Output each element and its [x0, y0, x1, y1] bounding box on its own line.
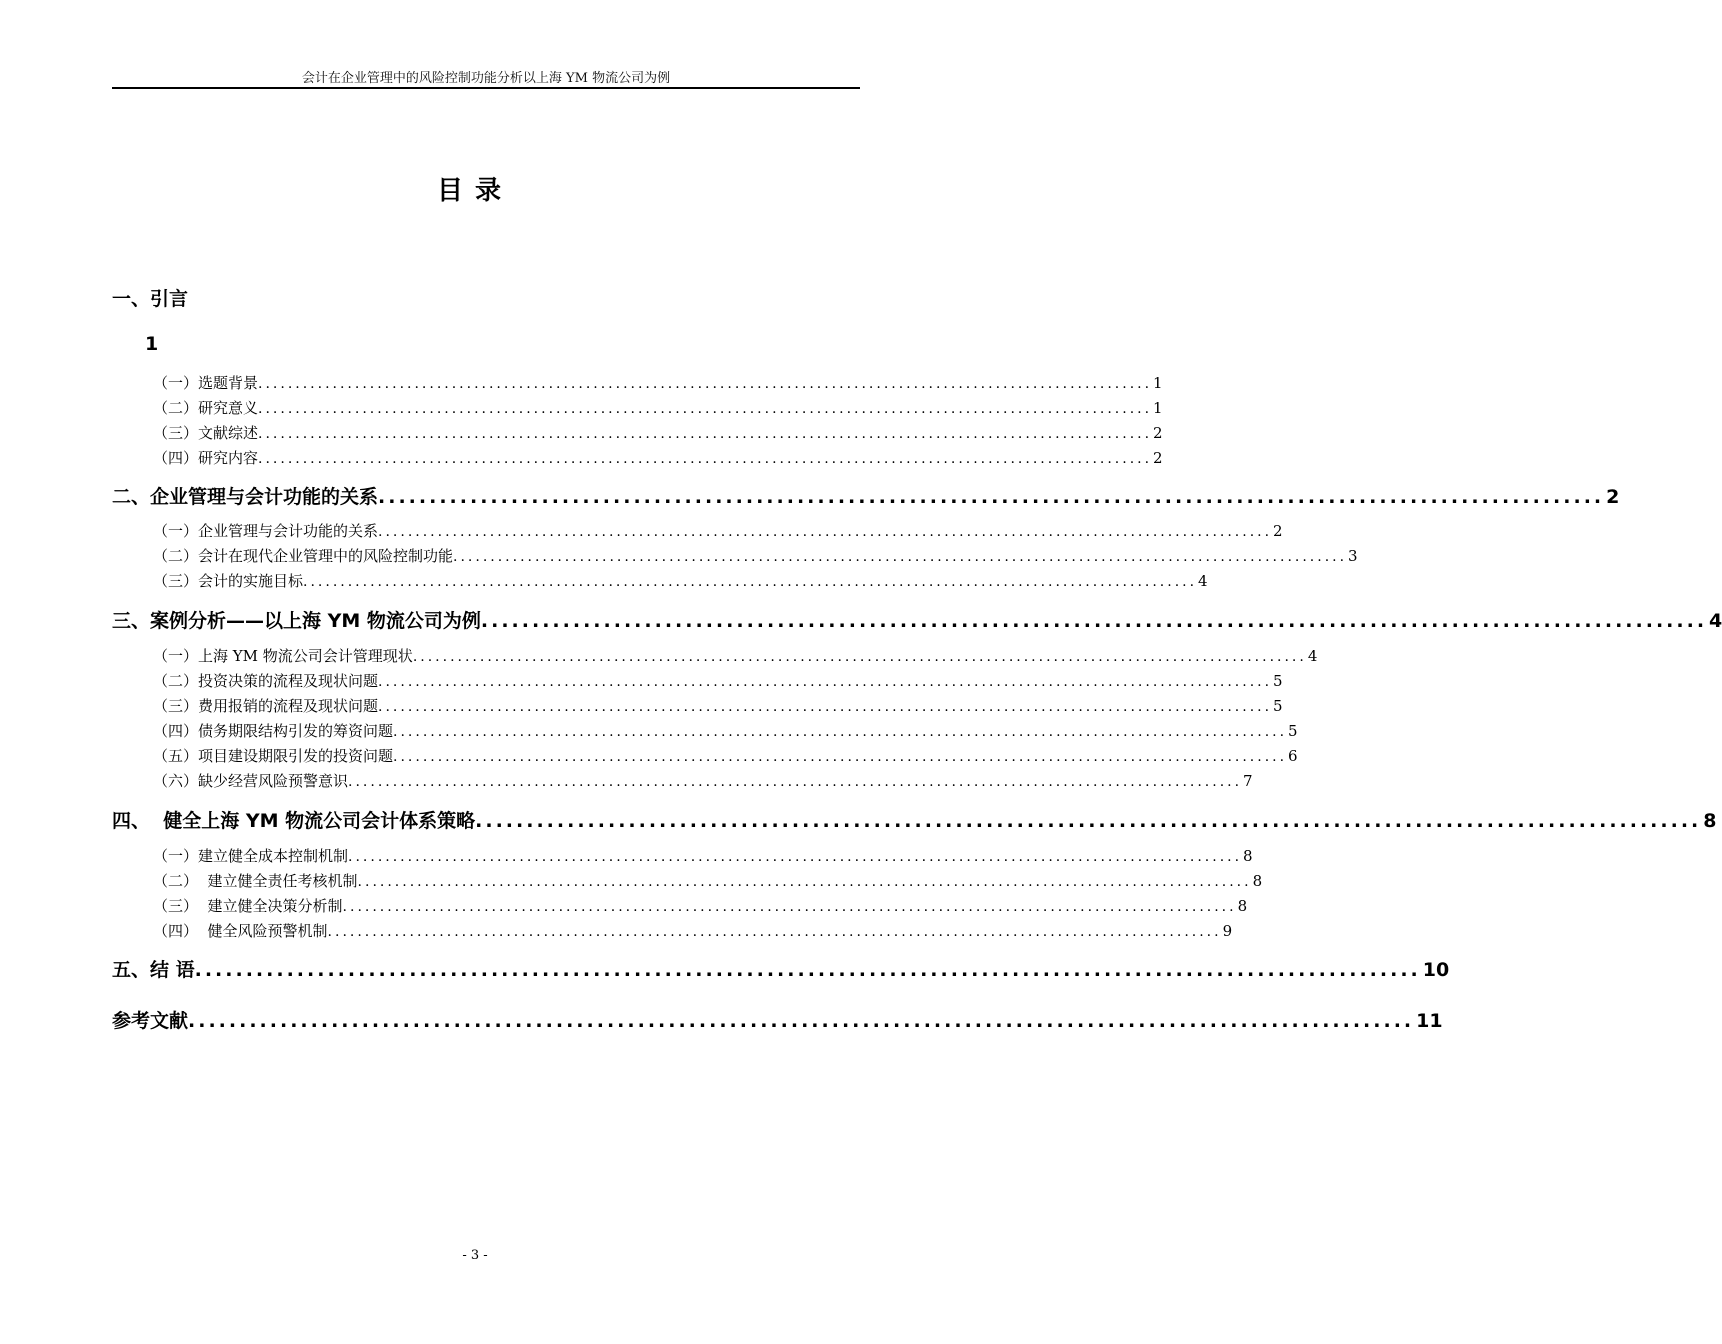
toc-page-sec1: 1: [145, 333, 159, 355]
toc-entry[interactable]: （二）投资决策的流程及现状问题 ........................................................................................................................ 5: [153, 672, 1283, 690]
toc-heading-sec1: 一、引言: [112, 288, 189, 310]
toc-entry[interactable]: （六）缺少经营风险预警意识 ........................................................................................................................ 7: [153, 772, 1253, 790]
toc-entry[interactable]: （四）债务期限结构引发的筹资问题 ........................................................................................................................ 5: [153, 722, 1298, 740]
toc-title: 目录: [436, 176, 513, 206]
toc-entry[interactable]: （四） 健全风险预警机制 ........................................................................................................................ 9: [153, 922, 1233, 940]
page-number: - 3 -: [462, 1248, 488, 1263]
toc-entry[interactable]: （三）会计的实施目标 ........................................................................................................................ 4: [153, 572, 1208, 590]
toc-entry[interactable]: （二） 建立健全责任考核机制 ........................................................................................................................ 8: [153, 872, 1263, 890]
toc-heading[interactable]: 三、案例分析——以上海 YM 物流公司为例 ........................................................................................................................ 4: [112, 610, 1722, 632]
header-rule: [112, 87, 860, 89]
toc-entry[interactable]: （二）研究意义 ........................................................................................................................ 1: [153, 399, 1163, 417]
toc-heading[interactable]: 二、企业管理与会计功能的关系 ........................................................................................................................ 2: [112, 486, 1620, 508]
toc-heading[interactable]: 四、 健全上海 YM 物流公司会计体系策略 ........................................................................................................................ 8: [112, 810, 1717, 832]
toc-entry[interactable]: （三） 建立健全决策分析制 ........................................................................................................................ 8: [153, 897, 1248, 915]
toc-entry[interactable]: （三）费用报销的流程及现状问题 ........................................................................................................................ 5: [153, 697, 1283, 715]
toc-heading[interactable]: 五、结 语 ........................................................................................................................ 10: [112, 959, 1450, 981]
toc-entry[interactable]: （二）会计在现代企业管理中的风险控制功能 ........................................................................................................................ 3: [153, 547, 1358, 565]
toc-heading[interactable]: 参考文献 ........................................................................................................................ 11: [112, 1010, 1443, 1032]
toc-entry[interactable]: （四）研究内容 ........................................................................................................................ 2: [153, 449, 1163, 467]
toc-entry[interactable]: （一）建立健全成本控制机制 ........................................................................................................................ 8: [153, 847, 1253, 865]
toc-entry[interactable]: （五）项目建设期限引发的投资问题 ........................................................................................................................ 6: [153, 747, 1298, 765]
toc-entry[interactable]: （一）选题背景 ........................................................................................................................ 1: [153, 374, 1163, 392]
toc-entry[interactable]: （一）企业管理与会计功能的关系 ........................................................................................................................ 2: [153, 522, 1283, 540]
running-header: 会计在企业管理中的风险控制功能分析以上海 YM 物流公司为例: [301, 71, 671, 86]
toc-entry[interactable]: （三）文献综述 ........................................................................................................................ 2: [153, 424, 1163, 442]
toc-entry[interactable]: （一）上海 YM 物流公司会计管理现状 ........................................................................................................................ 4: [153, 647, 1318, 665]
